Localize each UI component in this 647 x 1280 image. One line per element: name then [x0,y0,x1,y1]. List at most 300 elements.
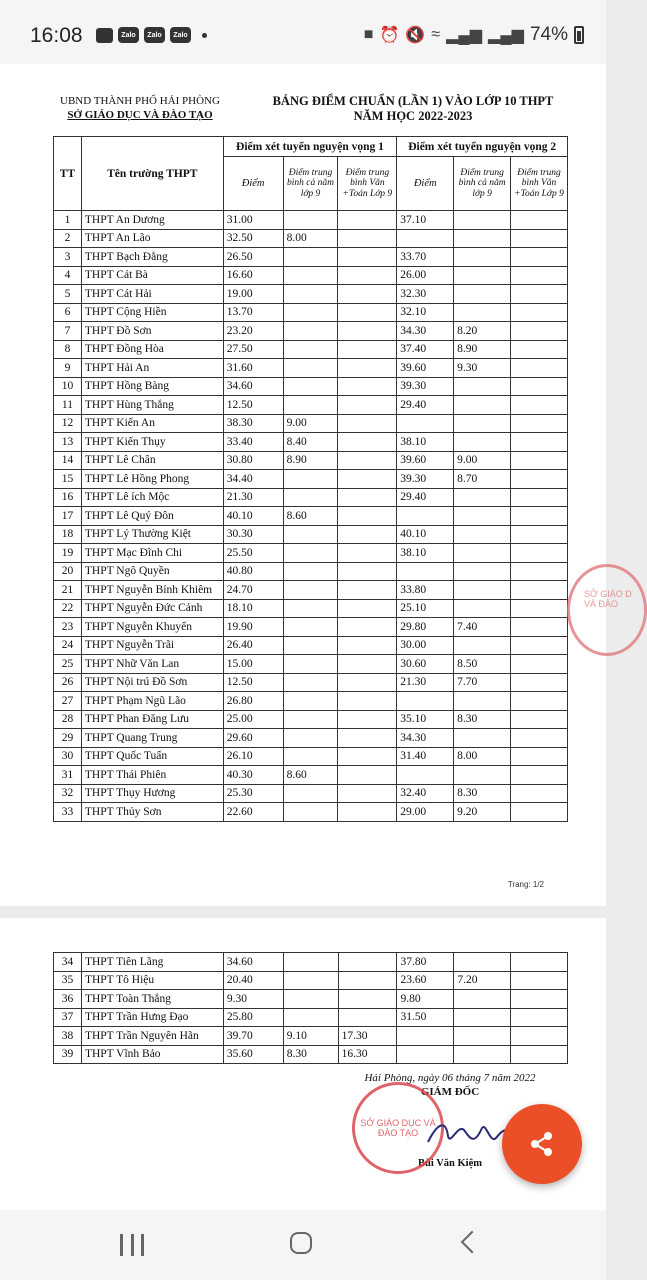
header-diem-1: Điểm [223,157,283,211]
cell-name: THPT Nguyễn Bỉnh Khiêm [81,581,223,600]
table-row [54,507,568,526]
cell-d1: 40.30 [223,766,283,785]
recents-icon-bar [141,1234,144,1256]
cell-vt2 [511,507,568,526]
battery-percent: 74% [529,24,568,45]
cell-tt: 23 [54,618,82,637]
stamp-partial: SỞ GIÁO D VÀ ĐÀO [567,564,647,656]
cell-tt: 12 [54,414,82,433]
cell-d2: 40.10 [397,525,454,544]
cell-d2: 21.30 [397,673,454,692]
cell-vt1 [338,525,397,544]
cell-tb2 [454,1045,511,1064]
table-row [54,248,568,267]
cell-vt2 [511,285,568,304]
cell-d1: 30.80 [223,451,283,470]
cell-vt2 [511,729,568,748]
cell-tb2 [454,377,511,396]
cell-name: THPT Tiên Lãng [81,953,223,972]
table-row [54,636,568,655]
score-table-body [54,211,568,822]
header-tt: TT [54,137,82,211]
cell-vt2 [511,655,568,674]
cell-tb1 [283,488,338,507]
cell-tb2: 8.50 [454,655,511,674]
header-tb-1: Điểm trung bình cả năm lớp 9 [283,157,338,211]
cell-tt: 11 [54,396,82,415]
cell-tb2 [454,303,511,322]
cell-tb2 [454,599,511,618]
cell-tb2: 8.70 [454,470,511,489]
cell-d2: 30.00 [397,636,454,655]
sign-name: Bùi Văn Kiệm [418,1158,482,1169]
org-name: UBND THÀNH PHỐ HẢI PHÒNG [60,95,220,107]
cell-tt: 36 [54,990,82,1009]
table-row [54,953,568,972]
table-row [54,766,568,785]
cell-d1: 29.60 [223,729,283,748]
table-row [54,1008,568,1027]
cell-d2 [397,229,454,248]
cell-tb1 [283,990,338,1009]
cell-tt: 8 [54,340,82,359]
table-row [54,618,568,637]
cell-tt: 1 [54,211,82,230]
cell-d2: 37.80 [397,953,454,972]
cell-tb2: 9.30 [454,359,511,378]
cell-name: THPT Hải An [81,359,223,378]
navigation-bar [0,1210,606,1280]
cell-vt1 [338,433,397,452]
page-number: Trang: 1/2 [507,880,544,889]
cell-vt2 [511,692,568,711]
cell-vt2 [511,971,568,990]
cell-tb1 [283,470,338,489]
cell-tt: 5 [54,285,82,304]
table-row [54,1027,568,1046]
cell-d1: 25.00 [223,710,283,729]
table-row [54,396,568,415]
cell-tb2 [454,396,511,415]
cell-tb1 [283,377,338,396]
table-row [54,544,568,563]
cell-tt: 35 [54,971,82,990]
cell-tt: 22 [54,599,82,618]
cell-d2 [397,1027,454,1046]
cell-tb2: 7.70 [454,673,511,692]
cell-name: THPT Mạc Đĩnh Chi [81,544,223,563]
cell-name: THPT Lý Thường Kiệt [81,525,223,544]
cell-d2: 39.60 [397,451,454,470]
cell-tb2 [454,1027,511,1046]
cell-tb2 [454,766,511,785]
cell-tb1: 8.60 [283,507,338,526]
document-page-1 [0,64,632,906]
cell-vt1 [338,747,397,766]
table-row [54,414,568,433]
cell-vt1 [338,414,397,433]
cell-vt2 [511,1045,568,1064]
cell-tb1 [283,248,338,267]
cell-d1: 12.50 [223,396,283,415]
cell-d2: 39.60 [397,359,454,378]
cell-tb2: 8.20 [454,322,511,341]
cell-tb1 [283,1008,338,1027]
score-table [53,136,568,822]
cell-d1: 25.80 [223,1008,283,1027]
back-button[interactable] [461,1231,484,1254]
cell-d2: 30.60 [397,655,454,674]
wifi-icon: ≈ [431,26,441,43]
cell-tb2 [454,266,511,285]
cell-vt1 [338,488,397,507]
cell-vt1 [338,766,397,785]
cell-tb2 [454,488,511,507]
cell-tt: 21 [54,581,82,600]
cell-tt: 24 [54,636,82,655]
cell-vt1 [338,971,397,990]
table-row [54,322,568,341]
cell-tb1 [283,673,338,692]
cell-name: THPT Cát Bà [81,266,223,285]
cell-vt1 [338,581,397,600]
cell-vt1 [338,953,397,972]
cell-name: THPT Thủy Sơn [81,803,223,822]
cell-vt1 [338,340,397,359]
cell-name: THPT Ngô Quyền [81,562,223,581]
cell-vt1 [338,285,397,304]
header-tb-2: Điểm trung bình cả năm lớp 9 [454,157,511,211]
table-row [54,451,568,470]
cell-tt: 33 [54,803,82,822]
zalo-icon: Zalo [144,27,165,43]
cell-tt: 18 [54,525,82,544]
table-row [54,525,568,544]
table-row [54,692,568,711]
battery-icon [574,26,584,44]
cell-d2: 38.10 [397,433,454,452]
cell-d2: 37.40 [397,340,454,359]
cell-vt2 [511,470,568,489]
cell-tt: 20 [54,562,82,581]
table-row [54,784,568,803]
cell-d2: 29.40 [397,488,454,507]
cell-name: THPT Thái Phiên [81,766,223,785]
cell-tb2 [454,729,511,748]
cell-name: THPT Nội trú Đồ Sơn [81,673,223,692]
cell-tb2: 7.20 [454,971,511,990]
cell-vt2 [511,953,568,972]
cell-tt: 25 [54,655,82,674]
cell-d1: 19.90 [223,618,283,637]
zalo-icon: Zalo [118,27,139,43]
system-icons [364,24,584,46]
cell-tb2 [454,1008,511,1027]
lock-icon: ■ [363,26,374,43]
cell-vt1: 16.30 [338,1045,397,1064]
cell-vt2 [511,581,568,600]
cell-tb2: 8.30 [454,710,511,729]
cell-vt1 [338,990,397,1009]
cell-d2 [397,1045,454,1064]
cell-vt2 [511,211,568,230]
cell-vt1 [338,377,397,396]
cell-tb2: 9.00 [454,451,511,470]
cell-tt: 17 [54,507,82,526]
cell-d2: 31.50 [397,1008,454,1027]
table-row [54,1045,568,1064]
cell-name: THPT Nguyễn Đức Cảnh [81,599,223,618]
cell-name: THPT Lê ích Mộc [81,488,223,507]
header-diem-2: Điểm [397,157,454,211]
cell-d2: 34.30 [397,729,454,748]
cell-vt2 [511,414,568,433]
cell-tt: 26 [54,673,82,692]
notification-icons [96,27,207,43]
share-icon [527,1129,557,1159]
cell-tb1 [283,971,338,990]
cell-name: THPT Quốc Tuấn [81,747,223,766]
cell-name: THPT An Dương [81,211,223,230]
cell-tb1 [283,396,338,415]
cell-tt: 37 [54,1008,82,1027]
cell-tt: 30 [54,747,82,766]
cell-tb2 [454,433,511,452]
header-group-1: Điểm xét tuyển nguyện vọng 1 [223,137,397,157]
cell-d2 [397,414,454,433]
cell-tb1 [283,525,338,544]
table-row [54,470,568,489]
cell-vt2 [511,544,568,563]
cell-name: THPT Kiến An [81,414,223,433]
cell-tb1 [283,599,338,618]
cell-tb1 [283,784,338,803]
cell-d1: 26.40 [223,636,283,655]
signal-icon: ▂▄▆ [488,27,524,44]
cell-d2: 31.40 [397,747,454,766]
cell-d1: 23.20 [223,322,283,341]
cell-vt2 [511,377,568,396]
cell-vt2 [511,673,568,692]
cell-tb1 [283,266,338,285]
cell-tt: 10 [54,377,82,396]
cell-vt2 [511,266,568,285]
cell-d1: 26.80 [223,692,283,711]
table-row [54,581,568,600]
cell-tb2 [454,990,511,1009]
cell-vt1 [338,673,397,692]
status-time: 16:08 [30,24,83,47]
table-row [54,599,568,618]
cell-vt1 [338,803,397,822]
cell-tb2 [454,507,511,526]
cell-d1: 12.50 [223,673,283,692]
cell-d2: 33.80 [397,581,454,600]
cell-vt2 [511,525,568,544]
cell-name: THPT Tô Hiệu [81,971,223,990]
cell-vt1 [338,303,397,322]
cell-name: THPT Lê Quý Đôn [81,507,223,526]
cell-vt2 [511,1008,568,1027]
cell-name: THPT Trần Hưng Đạo [81,1008,223,1027]
table-row [54,673,568,692]
cell-tb1: 8.30 [283,1045,338,1064]
cell-vt1 [338,507,397,526]
cell-tt: 7 [54,322,82,341]
table-row [54,266,568,285]
cell-tb2 [454,953,511,972]
cell-tt: 14 [54,451,82,470]
share-button[interactable] [502,1104,582,1184]
cell-vt2 [511,747,568,766]
cell-tb1 [283,211,338,230]
recents-icon-bar [131,1234,134,1256]
cell-d2: 23.60 [397,971,454,990]
home-button[interactable] [290,1232,312,1254]
cell-name: THPT Phan Đăng Lưu [81,710,223,729]
more-dot-icon [202,33,207,38]
cell-d1: 24.70 [223,581,283,600]
header-group-2: Điểm xét tuyển nguyện vọng 2 [397,137,568,157]
message-icon [96,28,113,43]
cell-vt2 [511,990,568,1009]
cell-tb1 [283,618,338,637]
cell-tt: 4 [54,266,82,285]
cell-vt1 [338,359,397,378]
cell-name: THPT Lê Chân [81,451,223,470]
title-line-1: BẢNG ĐIỂM CHUẨN (LẦN 1) VÀO LỚP 10 THPT [272,94,554,108]
header-vt-1: Điểm trung bình Văn +Toán Lớp 9 [338,157,397,211]
table-row [54,433,568,452]
cell-d1: 26.50 [223,248,283,267]
cell-tt: 16 [54,488,82,507]
cell-d2: 29.40 [397,396,454,415]
cell-vt2 [511,451,568,470]
cell-name: THPT An Lão [81,229,223,248]
cell-d1: 34.60 [223,377,283,396]
cell-name: THPT Hùng Thắng [81,396,223,415]
cell-name: THPT Đồ Sơn [81,322,223,341]
cell-vt2 [511,766,568,785]
cell-vt1 [338,229,397,248]
table-row [54,747,568,766]
cell-d2: 39.30 [397,377,454,396]
table-row [54,655,568,674]
cell-d1: 40.80 [223,562,283,581]
cell-tb2 [454,544,511,563]
sign-role: GIÁM ĐỐC [420,1086,480,1098]
department-name: SỞ GIÁO DỤC VÀ ĐÀO TẠO [67,109,213,121]
cell-d1: 13.70 [223,303,283,322]
cell-vt1 [338,618,397,637]
header-school: Tên trường THPT [81,137,223,211]
table-row [54,729,568,748]
table-row [54,990,568,1009]
cell-d1: 18.10 [223,599,283,618]
cell-vt2 [511,340,568,359]
cell-tt: 6 [54,303,82,322]
cell-name: THPT Toàn Thắng [81,990,223,1009]
cell-tb1 [283,562,338,581]
cell-d1: 32.50 [223,229,283,248]
cell-vt1 [338,784,397,803]
zalo-icon: Zalo [170,27,191,43]
cell-vt2 [511,803,568,822]
table-row [54,303,568,322]
status-bar [0,0,606,64]
cell-d2: 32.10 [397,303,454,322]
table-row [54,562,568,581]
cell-name: THPT Kiến Thụy [81,433,223,452]
header-vt-2: Điểm trung bình Văn +Toán Lớp 9 [511,157,568,211]
cell-d2: 29.80 [397,618,454,637]
cell-name: THPT Cát Hải [81,285,223,304]
cell-tb2 [454,248,511,267]
cell-vt1 [338,396,397,415]
cell-d1: 27.50 [223,340,283,359]
cell-vt2 [511,303,568,322]
cell-tb1 [283,710,338,729]
cell-d1: 20.40 [223,971,283,990]
cell-d2 [397,766,454,785]
cell-tb1: 8.00 [283,229,338,248]
cell-d1: 40.10 [223,507,283,526]
cell-d1: 21.30 [223,488,283,507]
cell-d2: 35.10 [397,710,454,729]
score-table-continued [53,952,568,1064]
cell-d2: 38.10 [397,544,454,563]
cell-name: THPT Phạm Ngũ Lão [81,692,223,711]
recents-button[interactable] [120,1234,144,1256]
cell-d2: 32.30 [397,285,454,304]
cell-vt1 [338,211,397,230]
cell-d1: 35.60 [223,1045,283,1064]
cell-name: THPT Cộng Hiền [81,303,223,322]
cell-d1: 34.60 [223,953,283,972]
cell-tt: 3 [54,248,82,267]
table-row [54,359,568,378]
cell-vt1 [338,692,397,711]
cell-vt2 [511,322,568,341]
cell-vt2 [511,229,568,248]
cell-tb1: 9.10 [283,1027,338,1046]
cell-tb2: 7.40 [454,618,511,637]
cell-d2 [397,692,454,711]
cell-d2: 32.40 [397,784,454,803]
cell-vt1 [338,655,397,674]
cell-vt2 [511,488,568,507]
cell-tt: 13 [54,433,82,452]
official-stamp: SỞ GIÁO DỤC VÀ ĐÀO TẠO [352,1082,444,1174]
cell-vt1 [338,1008,397,1027]
cell-tt: 39 [54,1045,82,1064]
cell-tb2: 8.00 [454,747,511,766]
cell-tb1 [283,692,338,711]
cell-tt: 28 [54,710,82,729]
table-row [54,285,568,304]
cell-vt2 [511,359,568,378]
document-title [248,94,578,124]
cell-tb1 [283,322,338,341]
cell-vt2 [511,396,568,415]
mute-icon: 🔇 [405,27,426,44]
cell-tb1 [283,544,338,563]
cell-name: THPT Quang Trung [81,729,223,748]
cell-d1: 34.40 [223,470,283,489]
cell-vt2 [511,599,568,618]
cell-vt2 [511,618,568,637]
cell-d1: 33.40 [223,433,283,452]
